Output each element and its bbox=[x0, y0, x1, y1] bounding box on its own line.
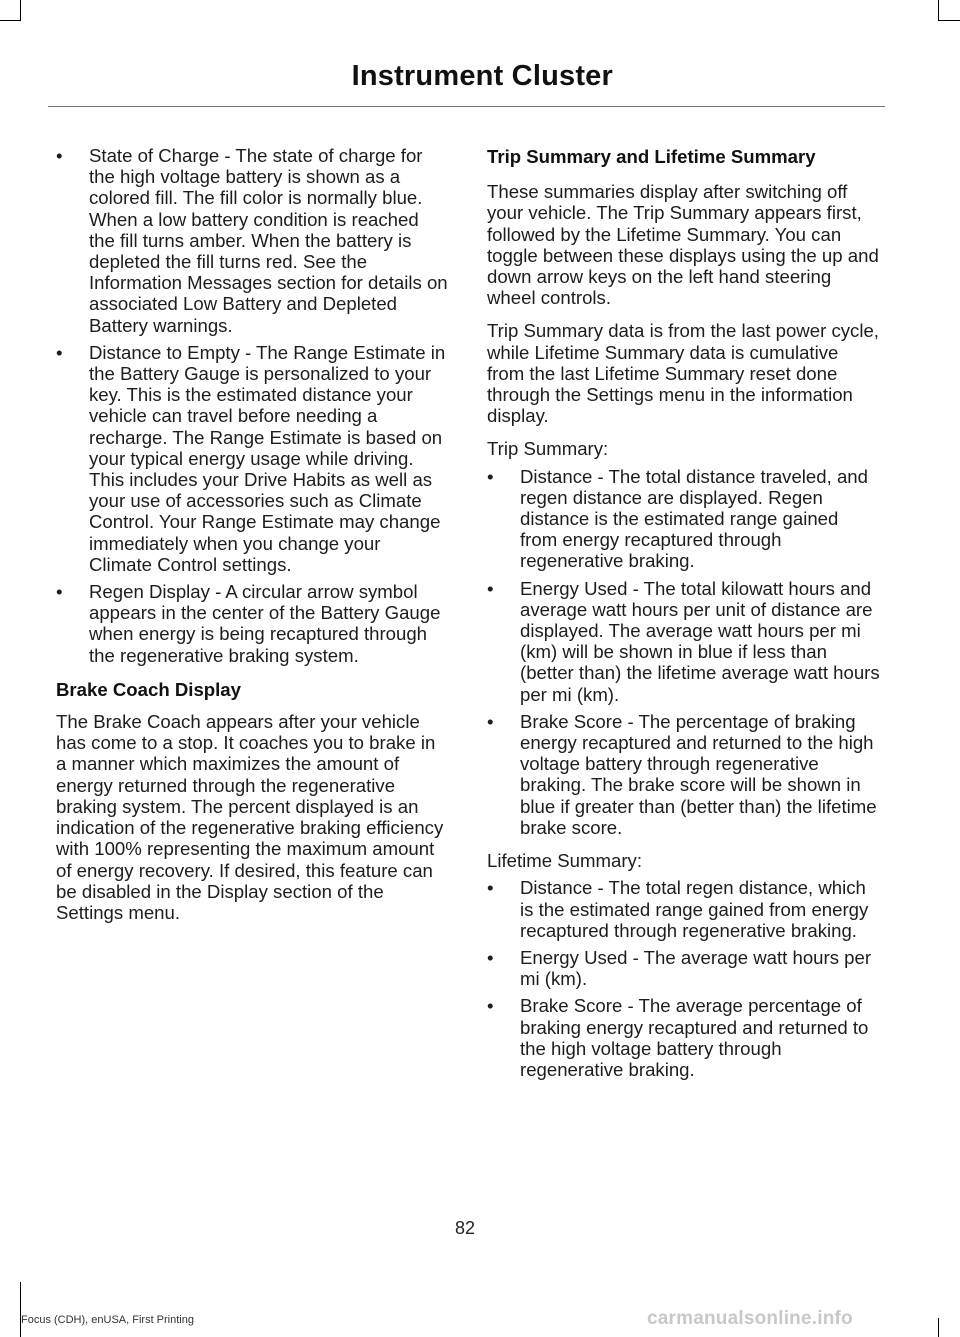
crop-mark-top-left-h bbox=[0, 20, 21, 21]
section-heading-trip-lifetime-summary: Trip Summary and Lifetime Summary bbox=[487, 146, 816, 167]
bullet-marker: • bbox=[487, 877, 494, 899]
page-number: 82 bbox=[454, 1218, 476, 1238]
lifetime-summary-label: Lifetime Summary: bbox=[487, 850, 642, 872]
bullet-marker: • bbox=[487, 995, 494, 1017]
page-title: Instrument Cluster bbox=[351, 60, 613, 92]
bullet-marker: • bbox=[487, 577, 494, 599]
crop-mark-top-right bbox=[938, 0, 939, 21]
right-column bbox=[487, 146, 880, 1086]
bullet-marker: • bbox=[487, 710, 494, 732]
list-item-text: Distance - The total regen distance, which is the estimated range gained from energy recaptured through regenerative braking. bbox=[520, 877, 869, 941]
list-item-lifetime-distance bbox=[487, 877, 880, 941]
bullet-marker: • bbox=[56, 581, 63, 603]
brake-coach-paragraph: The Brake Coach appears after your vehicle has come to a stop. It coaches you to brake in a manner which maximizes the amount of energy returned through the regenerative braking system. The percent displayed is an indication of the regenerative braking efficiency with 100% representing the maximum amount of energy recovery. If desired, this feature can be disabled in the Display section of the Settings menu. bbox=[56, 711, 444, 923]
trip-summary-bullet-list bbox=[487, 466, 880, 838]
section-heading-brake-coach: Brake Coach Display bbox=[56, 678, 241, 700]
lifetime-summary-bullet-list bbox=[487, 877, 880, 1080]
crop-mark-top-right-h bbox=[938, 20, 960, 21]
list-item-text: State of Charge - The state of charge for the high voltage battery is shown as a colored fill. The fill color is normally blue. When a low battery condition is reached the fill turns amber. When the battery is depleted the fill turns red. See the Information Messages section for details on associated Low Battery and Depleted Battery warnings. bbox=[89, 145, 448, 336]
list-item-distance-to-empty bbox=[56, 342, 448, 575]
header-divider bbox=[48, 106, 885, 107]
crop-mark-bottom-right bbox=[938, 1318, 939, 1337]
list-item-text: Distance - The total distance traveled, and regen distance are displayed. Regen distance is the estimated range gained from energy recaptured through regenerative braking. bbox=[520, 465, 868, 572]
crop-mark-bottom-left bbox=[20, 1282, 21, 1337]
summary-intro-paragraph: These summaries display after switching off your vehicle. The Trip Summary appears first, followed by the Lifetime Summary. You can toggle between these displays using the up and down arrow keys on the left hand steering wheel controls. bbox=[487, 181, 879, 309]
bullet-marker: • bbox=[56, 145, 63, 166]
list-item-text: Regen Display - A circular arrow symbol appears in the center of the Battery Gauge when energy is being recaptured through the regenerative braking system. bbox=[89, 581, 441, 666]
list-item-trip-distance bbox=[487, 466, 880, 572]
list-item-lifetime-brake-score bbox=[487, 995, 880, 1080]
list-item-state-of-charge bbox=[56, 145, 448, 336]
bullet-marker: • bbox=[487, 946, 494, 968]
list-item-regen-display bbox=[56, 581, 448, 666]
list-item-text: Distance to Empty - The Range Estimate in the Battery Gauge is personalized to your key. This is the estimated distance your vehicle can travel before needing a recharge. The Range Estimate is based on your typical energy usage while driving. This includes your Drive Habits as well as your use of accessories such as Climate Control. Your Range Estimate may change immediately when you change your Climate Control settings. bbox=[89, 341, 446, 575]
list-item-trip-energy-used bbox=[487, 578, 880, 705]
crop-mark-top-left bbox=[20, 0, 21, 21]
list-item-lifetime-energy-used bbox=[487, 947, 880, 989]
list-item-text: Energy Used - The average watt hours per mi (km). bbox=[520, 946, 872, 990]
bullet-marker: • bbox=[487, 465, 494, 487]
watermark-text: carmanualsonline.info bbox=[647, 1308, 853, 1329]
summary-data-paragraph: Trip Summary data is from the last power cycle, while Lifetime Summary data is cumulative from the last Lifetime Summary reset done through the Settings menu in the information display. bbox=[487, 320, 879, 427]
battery-gauge-bullet-list bbox=[56, 145, 448, 666]
list-item-text: Brake Score - The average percentage of braking energy recaptured and returned to the high voltage battery through regenerative braking. bbox=[520, 995, 869, 1080]
bullet-marker: • bbox=[56, 341, 63, 363]
left-column bbox=[56, 145, 448, 935]
list-item-text: Energy Used - The total kilowatt hours and average watt hours per unit of distance are displayed. The average watt hours per mi (km) will be shown in blue if less than (better than) the lifetime average watt hours per mi (km). bbox=[520, 577, 880, 705]
list-item-trip-brake-score bbox=[487, 711, 880, 838]
trip-summary-label: Trip Summary: bbox=[487, 438, 609, 460]
list-item-text: Brake Score - The percentage of braking energy recaptured and returned to the high voltage battery through regenerative braking. The brake score will be shown in blue if greater than (better than) the lifetime brake score. bbox=[520, 710, 877, 838]
print-edition-note: Focus (CDH), enUSA, First Printing bbox=[21, 1314, 194, 1326]
